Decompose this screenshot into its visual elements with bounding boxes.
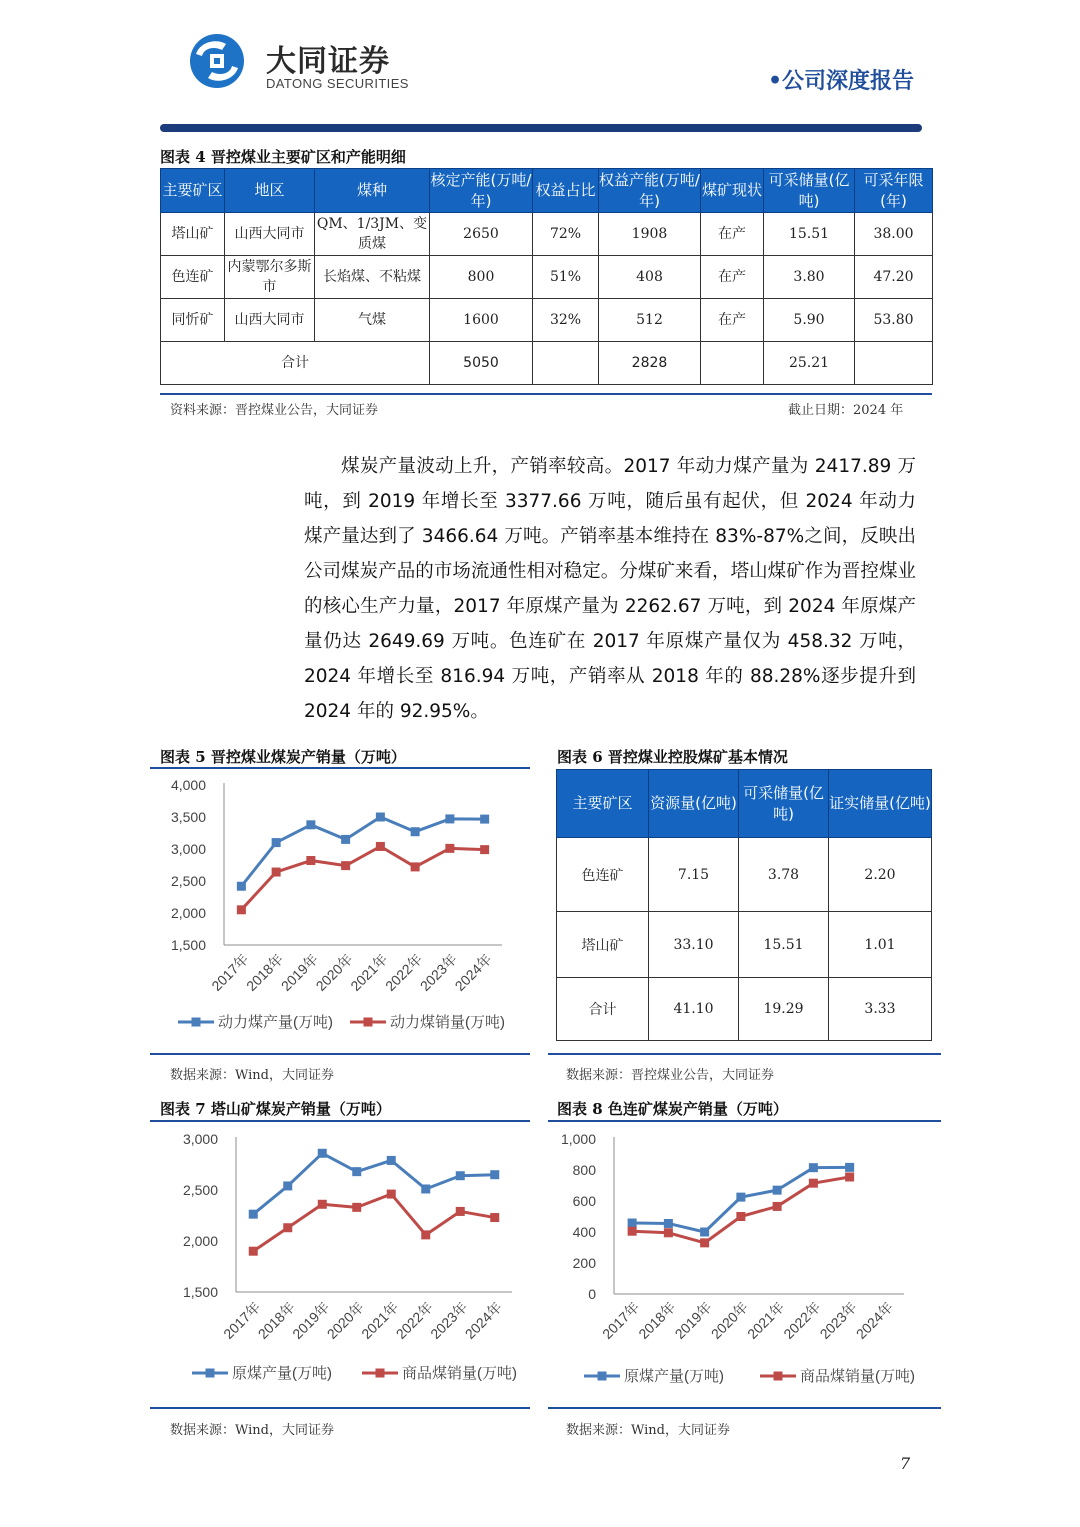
table-cell: 72%: [533, 213, 599, 256]
data-point: [387, 1156, 396, 1165]
x-tick-label: 2020年: [312, 950, 356, 995]
brand-name-en: DATONG SECURITIES: [266, 76, 409, 91]
data-point: [272, 838, 281, 847]
table-row: [161, 299, 933, 342]
table-cell: 32%: [533, 299, 599, 342]
x-tick-label: 2019年: [277, 950, 321, 995]
data-point: [480, 815, 489, 824]
data-point: [283, 1181, 292, 1190]
x-tick-label: 2023年: [816, 1298, 860, 1343]
y-tick-label: 1,000: [560, 1131, 596, 1147]
table-cell: 19.29: [739, 978, 829, 1041]
total-equity-capacity: 2828: [599, 342, 701, 385]
data-point: [809, 1179, 818, 1188]
data-point: [376, 842, 385, 851]
y-tick-label: 3,000: [170, 841, 206, 857]
x-tick-label: 2017年: [220, 1298, 264, 1343]
table-cell: 5.90: [764, 299, 855, 342]
header-divider: [160, 124, 922, 132]
table-cell: 800: [430, 256, 533, 299]
table-cell: 3.80: [764, 256, 855, 299]
x-tick-label: 2020年: [707, 1298, 751, 1343]
table-cell: 408: [599, 256, 701, 299]
table-cell: 512: [599, 299, 701, 342]
x-tick-label: 2021年: [358, 1298, 402, 1343]
fig4-header-cell: 煤矿现状: [701, 169, 764, 213]
data-point: [736, 1193, 745, 1202]
x-tick-label: 2024年: [451, 950, 495, 995]
data-point: [306, 820, 315, 829]
x-tick-label: 2022年: [780, 1298, 824, 1343]
table-cell: 1600: [430, 299, 533, 342]
data-point: [490, 1213, 499, 1222]
table-cell: 33.10: [649, 912, 739, 978]
table-row: [161, 256, 933, 299]
page-number: 7: [900, 1454, 911, 1473]
fig7-chart: [150, 1123, 530, 1405]
legend-swatch-marker: [598, 1372, 607, 1381]
data-point: [480, 845, 489, 854]
fig6-bottom-rule: [548, 1053, 941, 1055]
legend-label: 商品煤销量(万吨): [800, 1368, 915, 1385]
table-cell: [855, 342, 933, 385]
data-point: [421, 1184, 430, 1193]
y-tick-label: 2,500: [170, 873, 206, 889]
fig6-header-cell: 资源量(亿吨): [649, 770, 739, 838]
data-point: [490, 1170, 499, 1179]
fig7-source: 数据来源：Wind，大同证券: [170, 1423, 334, 1438]
total-reserves: 25.21: [764, 342, 855, 385]
fig7-bottom-rule: [150, 1407, 530, 1409]
table-cell: 在产: [701, 256, 764, 299]
data-point: [341, 835, 350, 844]
data-point: [421, 1230, 430, 1239]
data-point: [306, 856, 315, 865]
data-point: [237, 882, 246, 891]
legend-label: 动力煤产量(万吨): [218, 1014, 333, 1031]
table-cell: 3.78: [739, 838, 829, 912]
data-point: [664, 1219, 673, 1228]
data-point: [376, 813, 385, 822]
table-cell: 51%: [533, 256, 599, 299]
data-point: [700, 1228, 709, 1237]
fig7-top-rule: [150, 1120, 530, 1122]
x-tick-label: 2024年: [852, 1298, 896, 1343]
table-cell: 47.20: [855, 256, 933, 299]
fig4-header-cell: 核定产能(万吨/年): [430, 169, 533, 213]
data-point: [249, 1210, 258, 1219]
fig4-title: 图表 4 晋控煤业主要矿区和产能明细: [160, 148, 406, 166]
table-total-row: [161, 342, 933, 385]
table-cell: 15.51: [739, 912, 829, 978]
fig5-chart: [150, 770, 530, 1050]
fig5-source: 数据来源：Wind，大同证券: [170, 1068, 334, 1083]
y-tick-label: 2,000: [170, 905, 206, 921]
x-tick-label: 2019年: [671, 1298, 715, 1343]
fig4-header-cell: 地区: [225, 169, 315, 213]
y-tick-label: 1,500: [182, 1284, 218, 1300]
fig4-header-cell: 权益占比: [533, 169, 599, 213]
table-cell: 41.10: [649, 978, 739, 1041]
y-tick-label: 200: [572, 1255, 596, 1271]
data-point: [283, 1223, 292, 1232]
table-cell: [701, 342, 764, 385]
y-tick-label: 600: [572, 1193, 596, 1209]
fig8-top-rule: [548, 1120, 941, 1122]
fig4-table: [160, 168, 933, 385]
legend-swatch-marker: [774, 1372, 783, 1381]
data-point: [456, 1207, 465, 1216]
fig8-title: 图表 8 色连矿煤炭产销量（万吨）: [557, 1100, 788, 1118]
data-point: [411, 827, 420, 836]
table-cell: 同忻矿: [161, 299, 225, 342]
data-point: [773, 1202, 782, 1211]
fig4-header-cell: 可采年限(年): [855, 169, 933, 213]
fig5-bottom-rule: [150, 1053, 530, 1055]
y-tick-label: 3,500: [170, 809, 206, 825]
analysis-paragraph: 煤炭产量波动上升，产销率较高。2017 年动力煤产量为 2417.89 万吨，到 2019 年增长至 3377.66 万吨，随后虽有起伏，但 2024 年动力煤产量达到了 3466.64 万吨。产销率基本维持在 83%-87%之间，反映出公司煤炭产品的市场流通性相对稳定。分煤矿来看，塔山煤矿作为晋控煤业的核心生产力量，2017 年原煤产量为 2262.67 万吨，到 2024 年原煤产量仍达 2649.69 万吨。色连矿在 2017 年原煤产量仅为 458.32 万吨，2024 年增长至 816.94 万吨，产销率从 2018 年的 88.28%逐步提升到 2024 年的 92.95%。: [304, 456, 916, 722]
x-tick-label: 2017年: [599, 1298, 643, 1343]
table-cell: 1908: [599, 213, 701, 256]
x-tick-label: 2019年: [289, 1298, 333, 1343]
y-tick-label: 1,500: [170, 937, 206, 953]
data-point: [700, 1238, 709, 1247]
data-point: [628, 1219, 637, 1228]
y-tick-label: 800: [572, 1162, 596, 1178]
table-cell: 3.33: [829, 978, 932, 1041]
table-cell: 山西大同市: [225, 299, 315, 342]
data-point: [773, 1186, 782, 1195]
data-point: [411, 862, 420, 871]
fig4-cutoff: 截止日期：2024 年: [788, 403, 904, 418]
data-point: [352, 1203, 361, 1212]
total-capacity: 5050: [430, 342, 533, 385]
table-cell: 15.51: [764, 213, 855, 256]
x-tick-label: 2021年: [347, 950, 391, 995]
x-tick-label: 2023年: [427, 1298, 471, 1343]
table-cell: QM、1/3JM、变质煤: [315, 213, 430, 256]
total-label: 合计: [161, 342, 430, 385]
series-line: [241, 846, 484, 909]
data-point: [249, 1247, 258, 1256]
data-point: [445, 844, 454, 853]
legend-swatch-marker: [192, 1018, 201, 1027]
x-tick-label: 2022年: [392, 1298, 436, 1343]
data-point: [445, 814, 454, 823]
table-cell: 在产: [701, 299, 764, 342]
table-cell: 1.01: [829, 912, 932, 978]
report-type: •公司深度报告: [767, 68, 914, 94]
x-tick-label: 2024年: [461, 1298, 505, 1343]
table-cell: 2650: [430, 213, 533, 256]
legend-label: 原煤产量(万吨): [232, 1365, 332, 1382]
data-point: [341, 861, 350, 870]
y-tick-label: 2,500: [182, 1182, 218, 1198]
table-row: [557, 838, 932, 912]
x-tick-label: 2021年: [744, 1298, 788, 1343]
data-point: [456, 1171, 465, 1180]
table-cell: 53.80: [855, 299, 933, 342]
y-tick-label: 4,000: [170, 777, 206, 793]
fig7-title: 图表 7 塔山矿煤炭产销量（万吨）: [160, 1100, 391, 1118]
x-tick-label: 2018年: [635, 1298, 679, 1343]
legend-swatch-marker: [364, 1018, 373, 1027]
table-cell: 合计: [557, 978, 649, 1041]
fig6-table: [556, 769, 932, 1041]
table-cell: 长焰煤、不粘煤: [315, 256, 430, 299]
table-cell: [533, 342, 599, 385]
fig5-title: 图表 5 晋控煤业煤炭产销量（万吨）: [160, 748, 406, 766]
y-tick-label: 3,000: [182, 1131, 218, 1147]
table-cell: 塔山矿: [557, 912, 649, 978]
data-point: [809, 1163, 818, 1172]
fig4-header-cell: 可采储量(亿吨): [764, 169, 855, 213]
data-point: [318, 1149, 327, 1158]
table-cell: 气煤: [315, 299, 430, 342]
data-point: [628, 1227, 637, 1236]
table-cell: 在产: [701, 213, 764, 256]
x-tick-label: 2018年: [254, 1298, 298, 1343]
x-tick-label: 2018年: [243, 950, 287, 995]
fig6-header-cell: 可采储量(亿吨): [739, 770, 829, 838]
table-cell: 2.20: [829, 838, 932, 912]
fig6-source: 数据来源：晋控煤业公告，大同证券: [566, 1068, 775, 1083]
data-point: [318, 1200, 327, 1209]
y-tick-label: 0: [588, 1286, 596, 1302]
x-tick-label: 2022年: [382, 950, 426, 995]
data-point: [736, 1212, 745, 1221]
table-cell: 色连矿: [161, 256, 225, 299]
x-tick-label: 2020年: [323, 1298, 367, 1343]
series-line: [253, 1194, 495, 1251]
fig6-title: 图表 6 晋控煤业控股煤矿基本情况: [557, 748, 788, 766]
data-point: [845, 1163, 854, 1172]
data-point: [272, 868, 281, 877]
table-total-row: [557, 978, 932, 1041]
data-point: [664, 1228, 673, 1237]
brand-logo: [186, 32, 426, 92]
table-cell: 内蒙鄂尔多斯市: [225, 256, 315, 299]
fig4-header-cell: 煤种: [315, 169, 430, 213]
fig8-bottom-rule: [548, 1407, 941, 1409]
fig8-source: 数据来源：Wind，大同证券: [566, 1423, 730, 1438]
fig4-source: 资料来源：晋控煤业公告，大同证券: [170, 403, 379, 418]
fig8-chart: [548, 1123, 941, 1405]
y-tick-label: 400: [572, 1224, 596, 1240]
data-point: [237, 905, 246, 914]
table-row: [161, 213, 933, 256]
data-point: [352, 1167, 361, 1176]
x-tick-label: 2023年: [416, 950, 460, 995]
table-cell: 色连矿: [557, 838, 649, 912]
fig4-header-row: [161, 169, 933, 213]
table-cell: 7.15: [649, 838, 739, 912]
x-tick-label: 2017年: [208, 950, 252, 995]
table-cell: 38.00: [855, 213, 933, 256]
legend-swatch-marker: [206, 1369, 215, 1378]
table-cell: 山西大同市: [225, 213, 315, 256]
fig6-header-cell: 主要矿区: [557, 770, 649, 838]
fig6-header-cell: 证实储量(亿吨): [829, 770, 932, 838]
data-point: [845, 1172, 854, 1181]
brand-name-cn: 大同证券: [266, 44, 390, 79]
fig6-header-row: [557, 770, 932, 838]
legend-label: 动力煤销量(万吨): [390, 1014, 505, 1031]
fig4-header-cell: 权益产能(万吨/年): [599, 169, 701, 213]
fig4-bottom-rule: [160, 393, 932, 395]
legend-label: 原煤产量(万吨): [624, 1368, 724, 1385]
fig5-top-rule: [150, 767, 530, 769]
fig4-header-cell: 主要矿区: [161, 169, 225, 213]
table-cell: 塔山矿: [161, 213, 225, 256]
table-row: [557, 912, 932, 978]
brand-mark-icon: [186, 32, 248, 90]
data-point: [387, 1190, 396, 1199]
legend-swatch-marker: [376, 1369, 385, 1378]
y-tick-label: 2,000: [182, 1233, 218, 1249]
legend-label: 商品煤销量(万吨): [402, 1365, 517, 1382]
